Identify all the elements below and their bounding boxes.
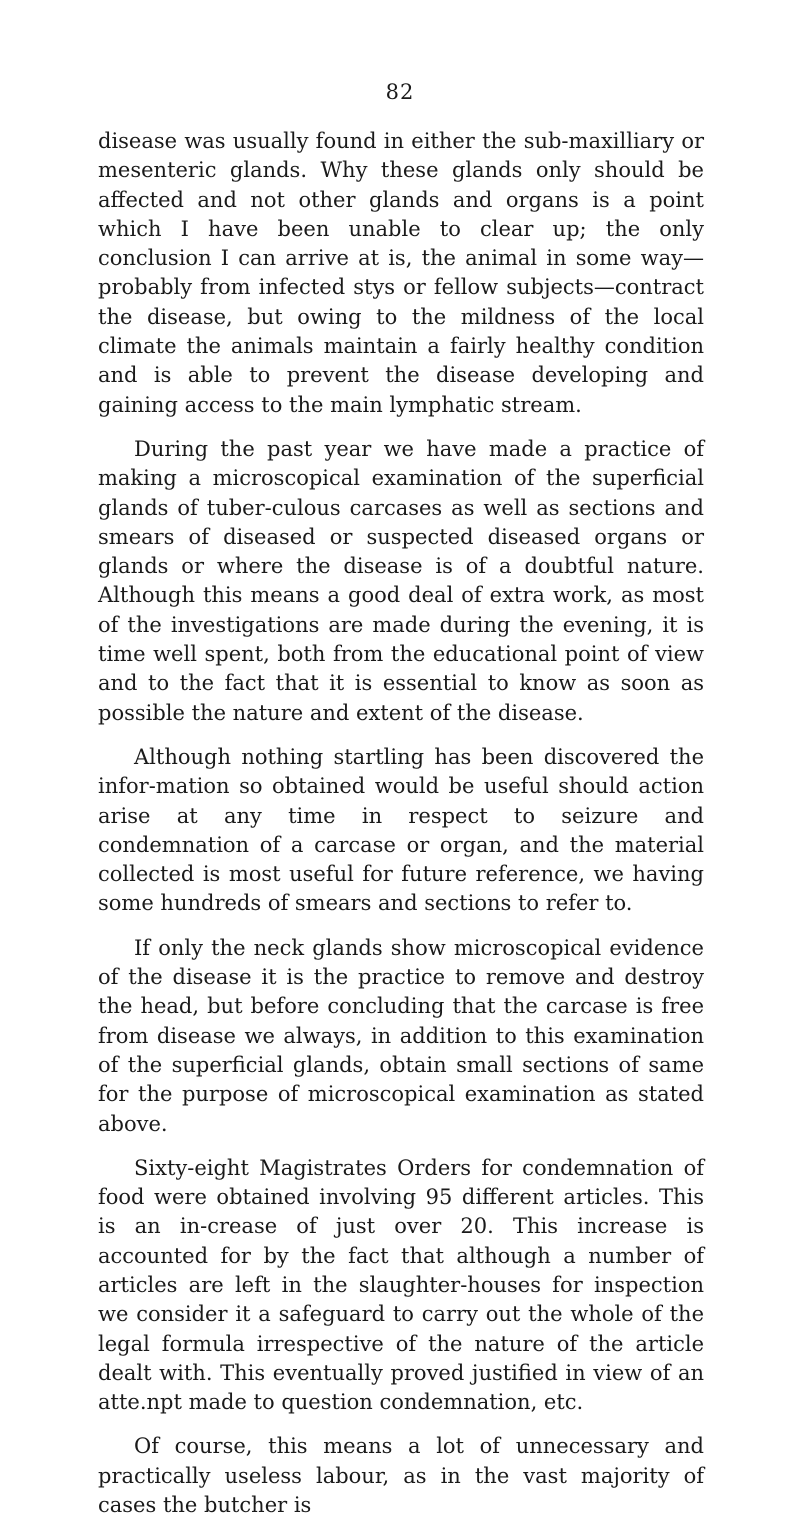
paragraph-continued-disease: disease was usually found in either the sub-maxilliary or mesenteric glands. Why these glands only should be affected and not other glands and organs is a point which I have been unable to clear up; the only conclusion I can arrive at is, the animal in some way—probably from infected stys or fellow subjects—contract the disease, but owing to the mildness of the local climate the animals maintain a fairly healthy condition and is able to prevent the disease developing and gaining access to the main lymphatic stream. — [98, 129, 704, 417]
paragraph-unnecessary-labour: Of course, this means a lot of unnecessary and practically useless labour, as in the vast majority of cases the butcher is — [98, 1434, 704, 1518]
paragraph-magistrates-orders: Sixty-eight Magistrates Orders for condemnation of food were obtained involving 95 different articles. This is an in-crease of just over 20. This increase is accounted for by the fact that although a number of articles are left in the slaughter-houses for inspection we consider it a safeguard to carry out the whole of the legal formula irrespective of the nature of the article dealt with. This eventually proved justified in view of an atte.npt made to question condemnation, etc. — [98, 1155, 704, 1415]
paragraph-information-obtained: Although nothing startling has been discovered the infor-mation so obtained would be useful should action arise at any time in respect to seizure and condemnation of a carcase or organ, and the material collected is most useful for future reference, we having some hundreds of smears and sections to refer to. — [98, 744, 704, 916]
page-number: 82 — [385, 80, 415, 104]
document-body — [98, 127, 704, 1535]
paragraph-microscopical-examination: During the past year we have made a practice of making a microscopical examination of the superficial glands of tuber-culous carcases as well as sections and smears of diseased or suspected diseased organs or glands or where the disease is of a doubtful nature. Although this means a good deal of extra work, as most of the investigations are made during the evening, it is time well spent, both from the educational point of view and to the fact that it is essential to know as soon as possible the nature and extent of the disease. — [98, 436, 704, 725]
paragraph-neck-glands: If only the neck glands show microscopical evidence of the disease it is the practice to remove and destroy the head, but before concluding that the carcase is free from disease we always, in addition to this examination of the superficial glands, obtain small sections of same for the purpose of microscopical examination as stated above. — [98, 935, 704, 1136]
